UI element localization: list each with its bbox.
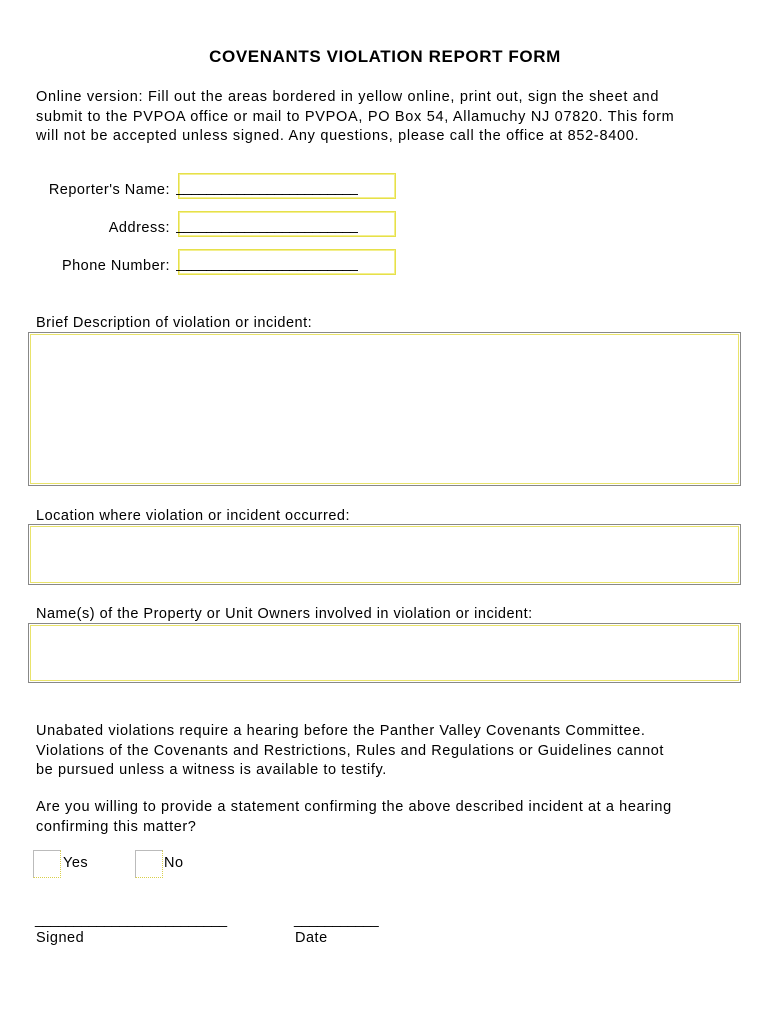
- hearing-notice: Unabated violations require a hearing before the Panther Valley Covenants Committee. Violations of the Covenants and Restrictions, Rules and Regulations or Guidelines cannot be pursued unless a witness is available to testify.: [36, 723, 665, 778]
- reporter-name-underline: ________________________: [176, 180, 358, 196]
- location-label: Location where violation or incident occurred:: [36, 508, 350, 524]
- description-label: Brief Description of violation or incident:: [36, 315, 313, 331]
- phone-number-label: Phone Number:: [61, 258, 170, 274]
- phone-number-underline: ________________________: [176, 256, 358, 272]
- no-checkbox[interactable]: [135, 850, 163, 878]
- address-underline: ________________________: [176, 218, 358, 234]
- no-label: No: [164, 855, 184, 871]
- date-line: ___________: [294, 912, 379, 928]
- reporter-name-label: Reporter's Name:: [48, 182, 170, 198]
- location-value: [29, 525, 740, 537]
- witness-question: Are you willing to provide a statement confirming the above described incident at a hearing confirming this matter?: [36, 799, 672, 835]
- intro-text: Online version: Fill out the areas bordered in yellow online, print out, sign the sheet and submit to the PVPOA office or mail to PVPOA, PO Box 54, Allamuchy NJ 07820. This form will not be accepted unless signed. Any questions, please call the office at 852-8400.: [36, 89, 675, 144]
- owners-field[interactable]: [28, 623, 741, 683]
- owners-value: [29, 624, 740, 636]
- owners-label: Name(s) of the Property or Unit Owners involved in violation or incident:: [36, 606, 533, 622]
- signature-line: _________________________: [35, 912, 227, 928]
- signed-label: Signed: [36, 930, 85, 946]
- date-label: Date: [295, 930, 328, 946]
- location-field[interactable]: [28, 524, 741, 585]
- description-field[interactable]: [28, 332, 741, 486]
- yes-checkbox[interactable]: [33, 850, 61, 878]
- yes-label: Yes: [63, 855, 89, 871]
- form-title: COVENANTS VIOLATION REPORT FORM: [209, 47, 561, 66]
- description-value: [29, 333, 740, 345]
- address-label: Address:: [108, 220, 170, 236]
